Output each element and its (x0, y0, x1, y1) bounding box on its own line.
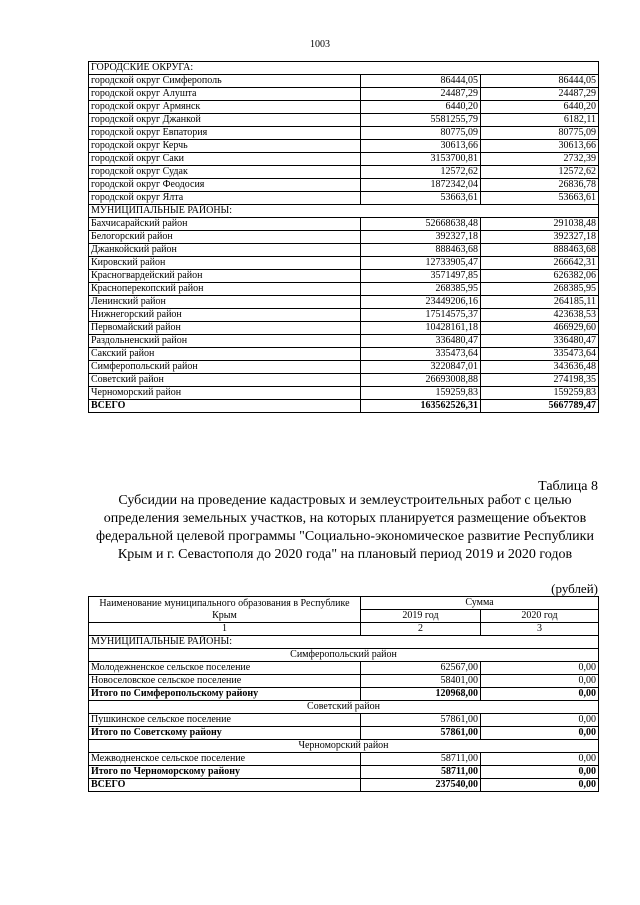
row-value-2019: 53663,61 (361, 192, 481, 205)
total-row (89, 779, 599, 792)
row-value-2019: 57861,00 (361, 714, 481, 727)
table-row (89, 244, 599, 257)
row-value-2020: 335473,64 (481, 348, 599, 361)
header-col-number: 2 (361, 623, 481, 636)
row-name: городской округ Саки (89, 153, 361, 166)
table-row (89, 374, 599, 387)
row-value-2019: 58711,00 (361, 753, 481, 766)
section-row (89, 205, 599, 218)
row-name: Кировский район (89, 257, 361, 270)
row-name: городской округ Судак (89, 166, 361, 179)
row-value-2020: 30613,66 (481, 140, 599, 153)
subsidies-table-continued (88, 61, 599, 413)
row-value-2020: 0,00 (481, 753, 599, 766)
row-name: Итого по Симферопольскому району (89, 688, 361, 701)
table-row (89, 231, 599, 244)
row-value-2020: 86444,05 (481, 75, 599, 88)
table-row (89, 283, 599, 296)
total-row (89, 688, 599, 701)
row-value-2020: 392327,18 (481, 231, 599, 244)
row-name: Нижнегорский район (89, 309, 361, 322)
row-value-2020: 26836,78 (481, 179, 599, 192)
row-value-2020: 5667789,47 (481, 400, 599, 413)
table-row (89, 101, 599, 114)
row-name: Джанкойский район (89, 244, 361, 257)
row-name: Белогорский район (89, 231, 361, 244)
row-name: Сакский район (89, 348, 361, 361)
row-name: городской округ Симферополь (89, 75, 361, 88)
table-row (89, 309, 599, 322)
row-name: Красноперекопский район (89, 283, 361, 296)
row-value-2020: 266642,31 (481, 257, 599, 270)
row-value-2020: 12572,62 (481, 166, 599, 179)
row-value-2020: 0,00 (481, 727, 599, 740)
row-value-2019: 57861,00 (361, 727, 481, 740)
table-label: Таблица 8 (538, 479, 598, 494)
table-row (89, 270, 599, 283)
cadastral-subsidies-table (88, 596, 599, 792)
district-label: Симферопольский район (89, 649, 599, 662)
row-name: ВСЕГО (89, 400, 361, 413)
row-value-2020: 268385,95 (481, 283, 599, 296)
row-name: городской округ Ялта (89, 192, 361, 205)
row-value-2020: 274198,35 (481, 374, 599, 387)
table-row (89, 675, 599, 688)
table-row (89, 153, 599, 166)
row-value-2020: 80775,09 (481, 127, 599, 140)
row-value-2019: 336480,47 (361, 335, 481, 348)
row-value-2019: 52668638,48 (361, 218, 481, 231)
table-row (89, 192, 599, 205)
total-row (89, 727, 599, 740)
row-name: городской округ Алушта (89, 88, 361, 101)
row-value-2020: 53663,61 (481, 192, 599, 205)
table-row (89, 127, 599, 140)
table-row (89, 335, 599, 348)
row-value-2019: 58711,00 (361, 766, 481, 779)
row-value-2020: 0,00 (481, 662, 599, 675)
district-row (89, 649, 599, 662)
row-value-2020: 6182,11 (481, 114, 599, 127)
table-row (89, 88, 599, 101)
district-row (89, 701, 599, 714)
row-value-2020: 0,00 (481, 766, 599, 779)
table-row (89, 348, 599, 361)
row-value-2020: 0,00 (481, 675, 599, 688)
district-label: Черноморский район (89, 740, 599, 753)
row-value-2020: 0,00 (481, 688, 599, 701)
row-name: Черноморский район (89, 387, 361, 400)
section-label: МУНИЦИПАЛЬНЫЕ РАЙОНЫ: (89, 636, 599, 649)
row-name: Молодежненское сельское поселение (89, 662, 361, 675)
row-name: городской округ Феодосия (89, 179, 361, 192)
header-year-2019: 2019 год (361, 610, 481, 623)
row-value-2019: 237540,00 (361, 779, 481, 792)
row-value-2019: 888463,68 (361, 244, 481, 257)
table-row (89, 387, 599, 400)
row-value-2020: 2732,39 (481, 153, 599, 166)
row-name: Бахчисарайский район (89, 218, 361, 231)
table-row (89, 114, 599, 127)
row-name: Новоселовское сельское поселение (89, 675, 361, 688)
row-name: Итого по Советскому району (89, 727, 361, 740)
row-name: ВСЕГО (89, 779, 361, 792)
table-row (89, 179, 599, 192)
row-name: городской округ Евпатория (89, 127, 361, 140)
row-value-2020: 343636,48 (481, 361, 599, 374)
section-label: ГОРОДСКИЕ ОКРУГА: (89, 62, 599, 75)
total-row (89, 766, 599, 779)
header-sum: Сумма (361, 597, 599, 610)
row-value-2020: 0,00 (481, 779, 599, 792)
row-value-2019: 58401,00 (361, 675, 481, 688)
row-value-2019: 86444,05 (361, 75, 481, 88)
section-label: МУНИЦИПАЛЬНЫЕ РАЙОНЫ: (89, 205, 599, 218)
table-title: Субсидии на проведение кадастровых и землеустроительных работ с целью определения земельных участков, на которых планируется размещение объектов федеральной целевой программы "Социально-экономическое развитие Республики Крым и г. Севастополя до 2020 года" на плановый период 2019 и 2020 годов (96, 493, 594, 562)
table-row (89, 322, 599, 335)
row-value-2020: 888463,68 (481, 244, 599, 257)
row-value-2019: 3153700,81 (361, 153, 481, 166)
row-value-2019: 17514575,37 (361, 309, 481, 322)
header-name: Наименование муниципального образования в Республике Крым (89, 597, 361, 623)
row-name: Симферопольский район (89, 361, 361, 374)
row-name: Советский район (89, 374, 361, 387)
row-value-2019: 5581255,79 (361, 114, 481, 127)
row-value-2019: 159259,83 (361, 387, 481, 400)
table-row (89, 75, 599, 88)
row-value-2020: 6440,20 (481, 101, 599, 114)
row-value-2019: 10428161,18 (361, 322, 481, 335)
row-value-2019: 12733905,47 (361, 257, 481, 270)
row-value-2019: 163562526,31 (361, 400, 481, 413)
row-name: городской округ Керчь (89, 140, 361, 153)
row-value-2020: 24487,29 (481, 88, 599, 101)
row-value-2019: 12572,62 (361, 166, 481, 179)
row-value-2019: 335473,64 (361, 348, 481, 361)
table-row (89, 662, 599, 675)
row-value-2019: 392327,18 (361, 231, 481, 244)
row-value-2019: 268385,95 (361, 283, 481, 296)
row-value-2020: 159259,83 (481, 387, 599, 400)
row-name: городской округ Джанкой (89, 114, 361, 127)
row-value-2020: 626382,06 (481, 270, 599, 283)
row-value-2019: 23449206,16 (361, 296, 481, 309)
row-name: Ленинский район (89, 296, 361, 309)
table-row (89, 714, 599, 727)
row-value-2020: 336480,47 (481, 335, 599, 348)
row-value-2019: 26693008,88 (361, 374, 481, 387)
header-col-number: 1 (89, 623, 361, 636)
district-label: Советский район (89, 701, 599, 714)
page-number: 1003 (310, 39, 330, 50)
row-name: Первомайский район (89, 322, 361, 335)
row-value-2019: 120968,00 (361, 688, 481, 701)
row-name: Пушкинское сельское поселение (89, 714, 361, 727)
header-year-2020: 2020 год (481, 610, 599, 623)
table-row (89, 361, 599, 374)
row-value-2020: 0,00 (481, 714, 599, 727)
row-value-2020: 291038,48 (481, 218, 599, 231)
section-row (89, 62, 599, 75)
row-value-2020: 264185,11 (481, 296, 599, 309)
section-row (89, 636, 599, 649)
row-value-2019: 24487,29 (361, 88, 481, 101)
row-value-2019: 1872342,04 (361, 179, 481, 192)
table-row (89, 140, 599, 153)
row-value-2020: 466929,60 (481, 322, 599, 335)
header-col-number: 3 (481, 623, 599, 636)
total-row (89, 400, 599, 413)
district-row (89, 740, 599, 753)
row-name: Раздольненский район (89, 335, 361, 348)
row-name: Итого по Черноморскому району (89, 766, 361, 779)
table-row (89, 218, 599, 231)
row-value-2019: 3220847,01 (361, 361, 481, 374)
table-row (89, 257, 599, 270)
row-value-2019: 30613,66 (361, 140, 481, 153)
row-name: Красногвардейский район (89, 270, 361, 283)
table-row (89, 753, 599, 766)
table-row (89, 296, 599, 309)
row-value-2019: 6440,20 (361, 101, 481, 114)
row-name: городской округ Армянск (89, 101, 361, 114)
row-name: Межводненское сельское поселение (89, 753, 361, 766)
row-value-2019: 80775,09 (361, 127, 481, 140)
unit-label: (рублей) (551, 581, 598, 596)
row-value-2019: 62567,00 (361, 662, 481, 675)
row-value-2020: 423638,53 (481, 309, 599, 322)
table-row (89, 166, 599, 179)
row-value-2019: 3571497,85 (361, 270, 481, 283)
